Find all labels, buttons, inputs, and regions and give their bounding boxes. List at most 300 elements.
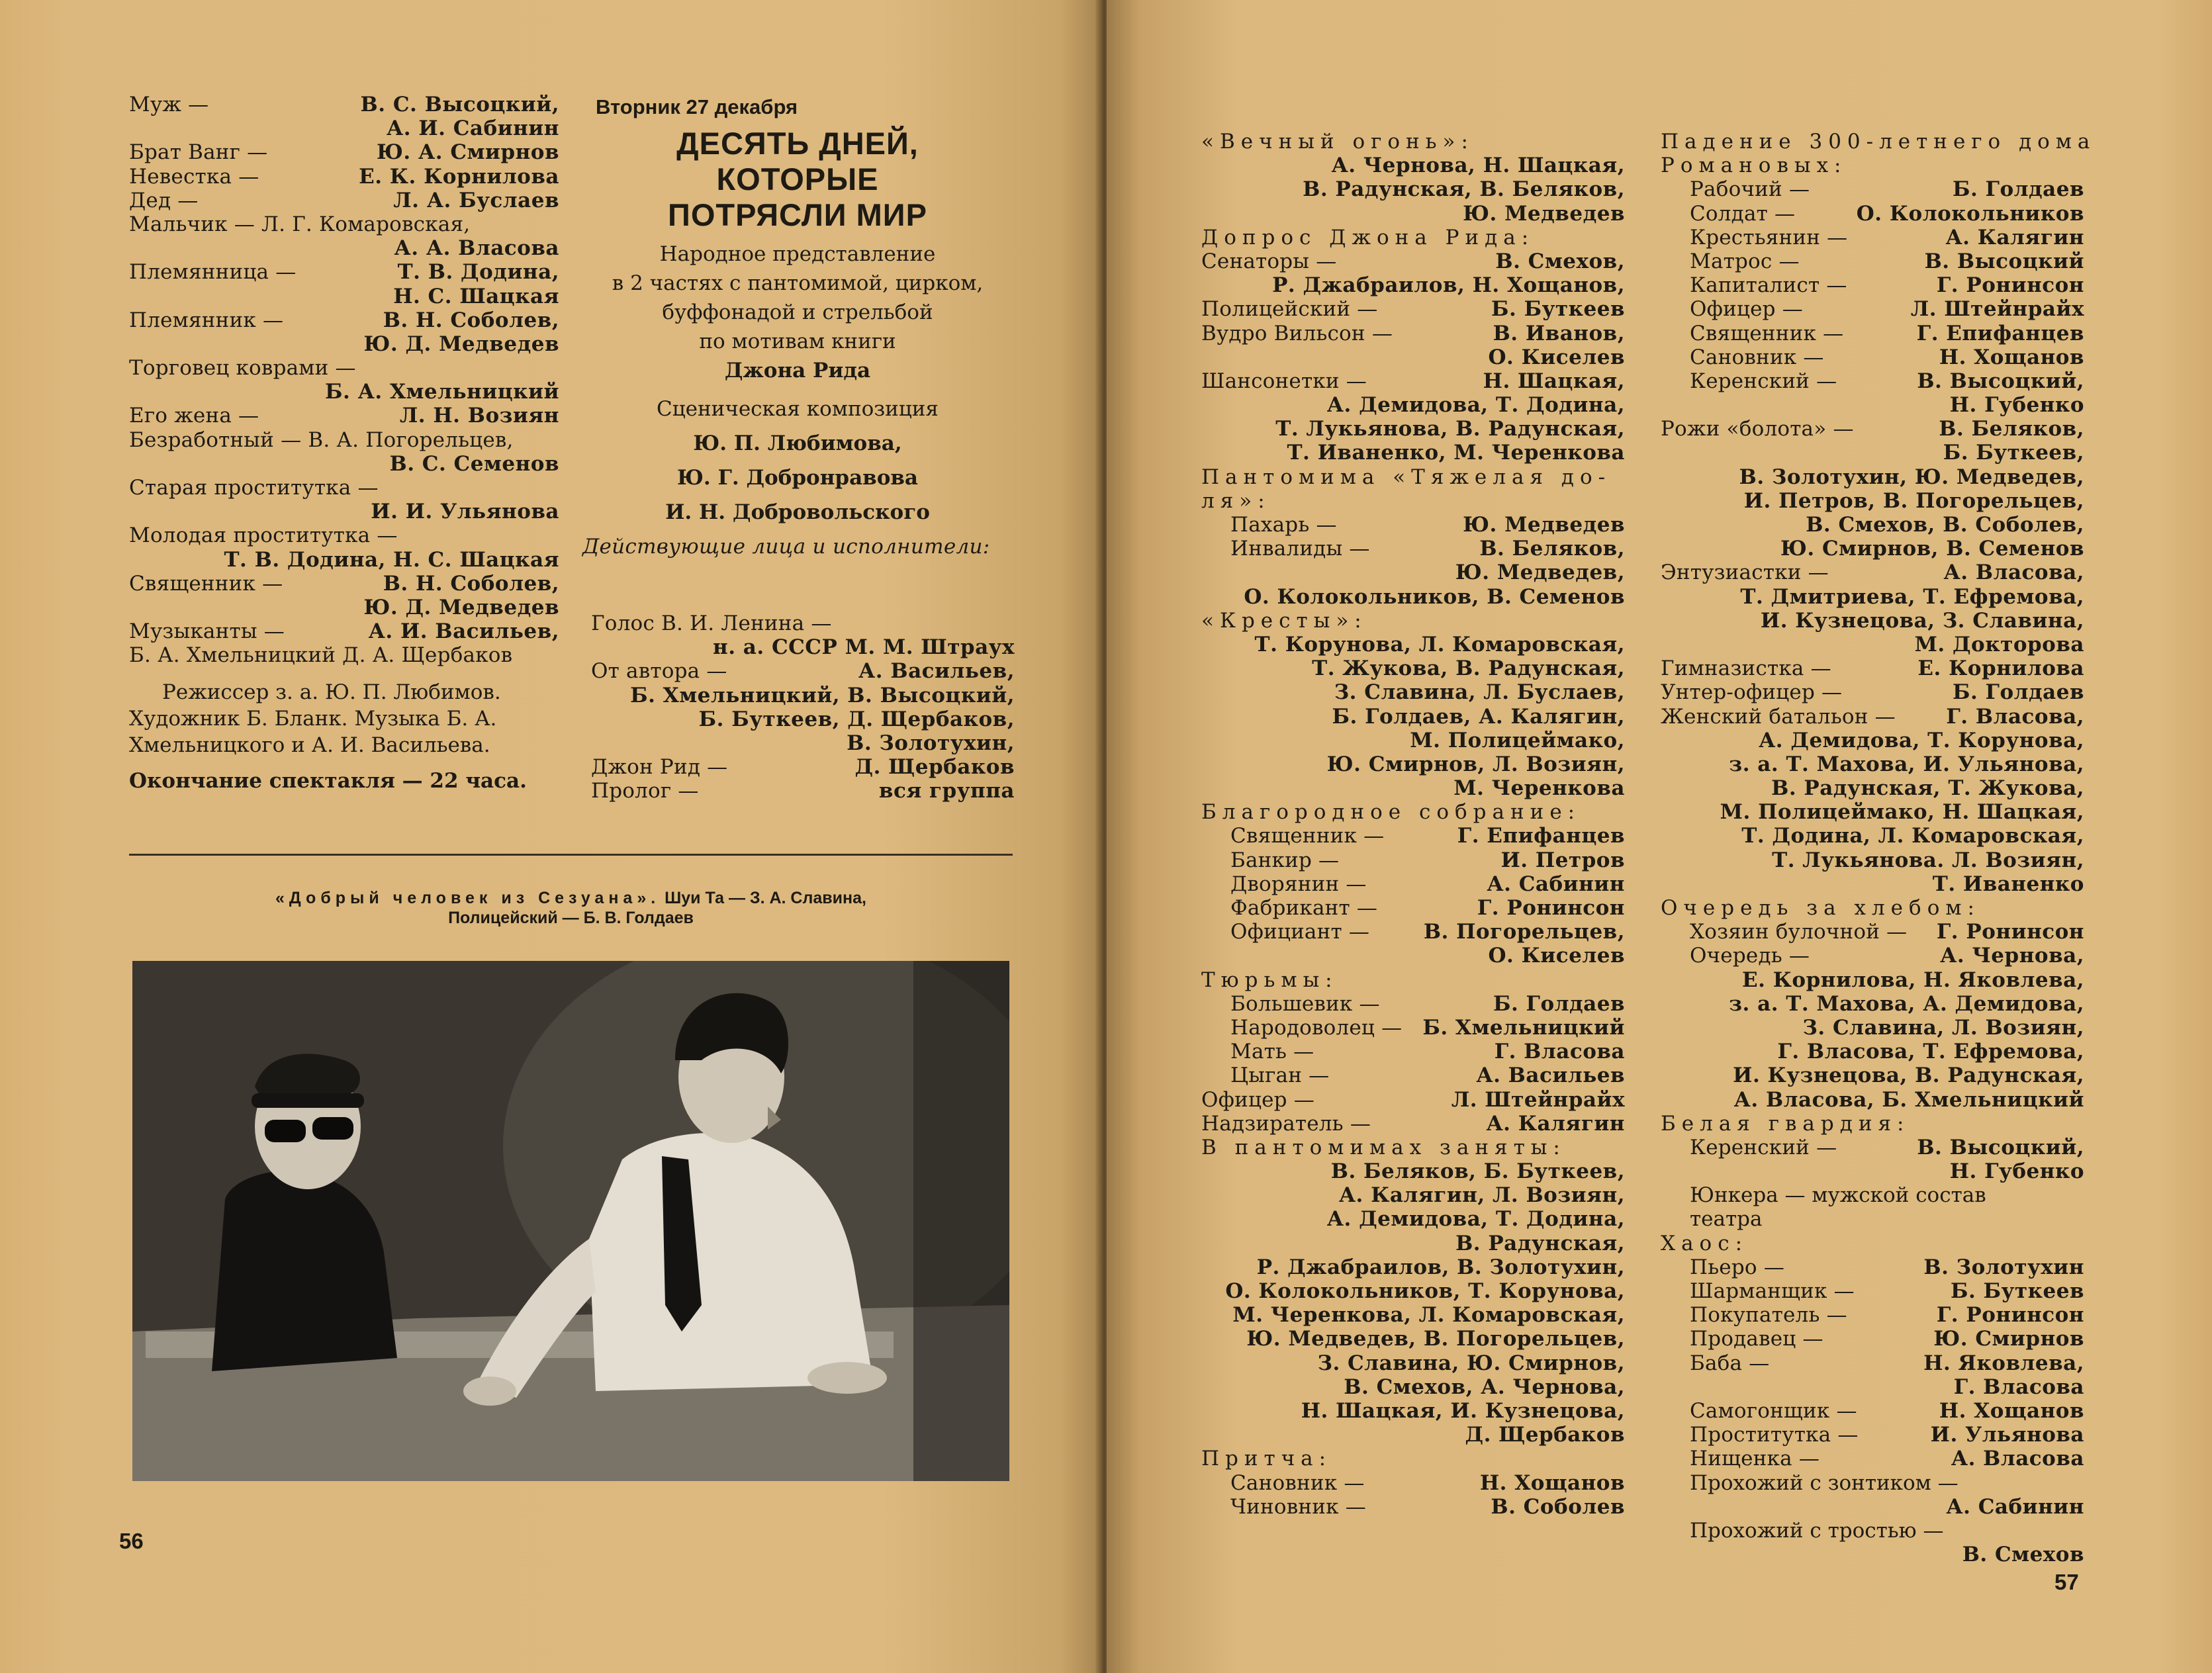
composition-author: Ю. П. Любимова, — [693, 431, 902, 455]
play-title-line-3: ПОТРЯСЛИ МИР — [668, 197, 927, 232]
actor-name: Ю. Смирнов, В. Семенов — [1780, 537, 2084, 561]
actor-name: А. Сабинин — [1946, 1494, 2084, 1519]
actor-name: Г. Ронинсон — [1936, 920, 2084, 944]
actor-name: И. Кузнецова, В. Радунская, — [1733, 1063, 2084, 1088]
role-name: Нищенка — — [1690, 1447, 1820, 1471]
role-name: Рожи «болота» — — [1661, 417, 1854, 441]
role-name: Крестьянин — — [1690, 225, 1848, 249]
role-name: Официант — — [1230, 920, 1370, 944]
actor-name: Н. Шацкая, И. Кузнецова, — [1301, 1398, 1625, 1423]
cast-row — [591, 779, 1015, 803]
actor-name: А. Васильев — [1476, 1063, 1625, 1088]
actor-name: Н. Губенко — [1949, 1159, 2084, 1184]
actor-name: Е. Корнилова — [1917, 656, 2084, 681]
actor-name: А. Демидова, Т. Корунова, — [1759, 728, 2084, 752]
role-name: Гимназистка — — [1661, 656, 1831, 681]
actor-name: Г. Ронинсон — [1936, 1303, 2084, 1328]
cast-row — [1661, 944, 2084, 968]
section-heading: Допрос Джона Рида: — [1201, 225, 1535, 249]
actor-name: М. Полицеймако, — [1410, 728, 1625, 752]
cast-row — [1661, 705, 2084, 729]
actor-name: З. Славина, Л. Буслаев, — [1334, 680, 1625, 705]
role-name: Дед — — [129, 188, 199, 212]
actor-name: з. а. Т. Махова, А. Демидова, — [1729, 991, 2084, 1016]
actor-name: А. Калягин — [1945, 225, 2084, 249]
cast-row — [1201, 537, 1625, 561]
subtitle-line: буффонадой и стрельбой — [662, 300, 933, 324]
cast-row — [129, 189, 559, 212]
stage-photo — [132, 961, 1009, 1481]
actor-name: Н. Шацкая, — [1483, 369, 1625, 393]
role-name: Продавец — — [1690, 1327, 1823, 1351]
role-name: Народоволец — — [1230, 1015, 1403, 1040]
actor-name: Г. Власова — [1494, 1040, 1625, 1064]
role-name: Племянница — — [129, 260, 297, 285]
actor-name: В. Высоцкий — [1924, 249, 2084, 273]
cast-row — [1661, 345, 2084, 369]
cast-row — [1661, 1279, 2084, 1303]
actor-name: А. Васильев, — [858, 659, 1015, 684]
cast-row — [129, 523, 559, 547]
actor-name: З. Славина, Л. Возиян, — [1802, 1015, 2084, 1040]
actor-name: Ю. Д. Медведев — [363, 332, 559, 356]
actor-name: И. Петров, В. Погорельцев, — [1743, 488, 2084, 513]
cast-row — [1201, 896, 1625, 920]
role-name: Пьеро — — [1690, 1255, 1785, 1279]
cast-row — [1661, 273, 2084, 297]
caption-role: Шуи Та — З. А. Славина, — [665, 889, 866, 907]
actor-name: М. Полицеймако, Н. Шацкая, — [1720, 800, 2084, 825]
cast-row — [129, 428, 559, 452]
section-heading: Благородное собрание: — [1201, 800, 1581, 825]
actor-name: Т. Лукьянова, В. Радунская, — [1275, 417, 1625, 441]
section-heading: «Вечный огонь»: — [1201, 130, 1474, 154]
actor-name: В. Иванов, — [1493, 321, 1625, 345]
role-name: Самогонщик — — [1690, 1398, 1857, 1423]
role-name: Цыган — — [1230, 1063, 1330, 1088]
composition-label: Сценическая композиция — [657, 397, 939, 421]
cast-row — [1201, 1112, 1625, 1136]
actor-name: А. Власова, — [1943, 561, 2084, 585]
cast-row — [1201, 1495, 1625, 1519]
cast-row — [1201, 824, 1625, 848]
composer-credit: Хмельницкого и А. И. Васильева. — [129, 733, 490, 757]
actor-name: В. Высоцкий, — [1917, 1135, 2084, 1159]
actor-name: Т. Лукьянова. Л. Возиян, — [1772, 848, 2084, 872]
actor-name: Б. Голдаев — [1952, 680, 2084, 705]
actor-name: М. Черенкова — [1453, 776, 1625, 801]
cast-row — [129, 93, 559, 116]
role-name: Матрос — — [1690, 249, 1800, 273]
actor-name: Б. Буткеев — [1951, 1279, 2084, 1303]
role-name: Покупатель — — [1690, 1303, 1847, 1328]
actor-name: Ю. Медведев — [1463, 201, 1625, 226]
actor-name: А. Демидова, Т. Додина, — [1326, 393, 1625, 418]
section-heading: ля»: — [1201, 488, 1271, 513]
actor-name: В. С. Высоцкий, — [360, 93, 559, 116]
actor-name: И. Кузнецова, З. Славина, — [1760, 608, 2084, 633]
actor-name: Л. А. Буслаев — [393, 188, 559, 212]
actor-name: Ю. Д. Медведев — [363, 595, 559, 619]
actor-name: М. Черенкова, Л. Комаровская, — [1232, 1303, 1625, 1328]
role-name: Пахарь — — [1230, 513, 1337, 537]
role-name: Очередь — — [1690, 944, 1810, 968]
actor-name: В. Высоцкий, — [1917, 369, 2084, 393]
role-name: Старая проститутка — — [129, 476, 379, 500]
actor-name: Л. Штейнрайх — [1910, 297, 2084, 322]
actor-name: з. а. Т. Махова, И. Ульянова, — [1729, 752, 2084, 776]
play-title-line-2: КОТОРЫЕ — [716, 161, 879, 197]
cast-row — [1661, 369, 2084, 393]
actor-name: Л. Штейнрайх — [1451, 1087, 1625, 1112]
caption-play: «Добрый человек из Сезуана». — [275, 889, 661, 907]
role-name: Сенаторы — — [1201, 249, 1337, 273]
section-heading: Тюрьмы: — [1201, 968, 1338, 992]
composition-author: И. Н. Добровольского — [665, 500, 930, 524]
cast-row — [1201, 513, 1625, 537]
actor-name: О. Киселев — [1488, 944, 1625, 968]
subtitle-line: в 2 частях с пантомимой, цирком, — [612, 271, 984, 295]
actor-name: А. И. Сабинин — [386, 116, 559, 141]
actor-name: В. Смехов — [1962, 1543, 2084, 1567]
role-name: Большевик — — [1230, 991, 1380, 1016]
role-name: Дворянин — — [1230, 872, 1367, 896]
role-name: Сановник — — [1690, 345, 1824, 369]
cast-row — [1661, 920, 2084, 944]
role-name: Баба — — [1690, 1351, 1770, 1375]
actor-name: Б. Хмельницкий, В. Высоцкий, — [630, 683, 1015, 707]
cast-row — [1661, 1399, 2084, 1423]
actor-name: Ю. Смирнов, Л. Возиян, — [1326, 752, 1625, 776]
cast-column-2 — [1661, 130, 2096, 1567]
cast-row — [1661, 322, 2084, 345]
section-heading: Очередь за хлебом: — [1661, 896, 1980, 920]
actor-name: А. Сабинин — [1487, 872, 1625, 896]
cast-row — [129, 619, 559, 643]
role-name: Банкир — — [1230, 848, 1340, 872]
cast-header: Действующие лица и исполнители: — [582, 535, 990, 559]
actor-name: Б. Буткеев, — [1943, 441, 2084, 465]
cast-row — [129, 212, 559, 236]
photo-caption — [129, 888, 1013, 928]
cast-row — [591, 755, 1015, 779]
cast-row — [129, 260, 559, 284]
role-name: Брат Ванг — — [129, 140, 268, 165]
role-name: От автора — — [591, 659, 727, 684]
right-page — [1107, 0, 2212, 1673]
cast-row — [1201, 1088, 1625, 1112]
cast-row — [129, 380, 559, 404]
ending-time: Окончание спектакля — 22 часа. — [129, 769, 527, 793]
cast-row — [1201, 872, 1625, 896]
cast-row — [1201, 1471, 1625, 1495]
actor-name: н. а. СССР М. М. Штраух — [713, 635, 1015, 660]
actor-name: Л. Н. Возиян — [399, 404, 559, 428]
cast-row — [1661, 680, 2084, 704]
actor-name: В. Беляков, — [1939, 417, 2084, 441]
cast-note: Прохожий с зонтиком — — [1690, 1470, 1959, 1495]
actor-name: Т. Иваненко — [1932, 872, 2084, 896]
cast-row — [1661, 1255, 2084, 1279]
actor-name: Г. Власова, Т. Ефремова, — [1777, 1040, 2084, 1064]
role-name: Священник — — [1690, 321, 1844, 345]
cast-row — [1201, 1063, 1625, 1087]
role-name: Хозяин булочной — — [1690, 920, 1908, 944]
role-name: Керенский — — [1690, 1135, 1837, 1159]
cast-row — [1661, 1136, 2084, 1159]
actor-name: А. А. Власова — [394, 236, 559, 261]
actor-name: З. Славина, Ю. Смирнов, — [1317, 1351, 1625, 1375]
section-heading: Белая гвардия: — [1661, 1111, 1910, 1136]
role-name: Керенский — — [1690, 369, 1837, 393]
page-number: 57 — [2054, 1570, 2079, 1594]
section-heading: «Кресты»: — [1201, 608, 1367, 633]
actor-name: Т. Дмитриева, Т. Ефремова, — [1740, 584, 2084, 609]
actor-name: А. Калягин — [1486, 1111, 1625, 1136]
actor-name: Б. Голдаев — [1493, 991, 1625, 1016]
actor-name: О. Колокольников, В. Семенов — [1244, 584, 1625, 609]
actor-name: В. Радунская, — [1455, 1231, 1625, 1255]
actor-name: А. Демидова, Т. Додина, — [1326, 1207, 1625, 1232]
page-number: 56 — [119, 1529, 144, 1553]
cast-row — [591, 611, 1015, 635]
credits — [129, 680, 559, 795]
playbill-header — [582, 95, 1013, 573]
role-name: Сановник — — [1230, 1470, 1365, 1495]
cast-row — [129, 476, 559, 500]
cast-row — [1201, 369, 1625, 393]
cast-note: театра — [1690, 1207, 1763, 1232]
actor-name: Ю. А. Смирнов — [377, 140, 559, 165]
actor-name: О. Колокольников, Т. Корунова, — [1225, 1279, 1625, 1303]
cast-row — [129, 285, 559, 308]
role-name: Муж — — [129, 93, 209, 116]
actor-name: А. Калягин, Л. Возиян, — [1338, 1183, 1625, 1208]
role-name: Молодая проститутка — — [129, 523, 398, 548]
cast-row — [1201, 1016, 1625, 1040]
subtitle-line: Народное представление — [659, 242, 936, 266]
cast-row — [1661, 226, 2084, 249]
cast-row — [129, 140, 559, 164]
actor-name: Г. Ронинсон — [1936, 273, 2084, 298]
actor-name: Н. Хощанов — [1939, 1398, 2084, 1423]
actor-name: Г. Епифанцев — [1916, 321, 2084, 345]
actor-name: В. Беляков, — [1479, 537, 1625, 561]
actor-name: А. И. Васильев, — [368, 619, 559, 644]
cast-row — [1201, 1040, 1625, 1063]
role-name: Племянник — — [129, 308, 284, 332]
section-heading: Романовых: — [1661, 154, 1847, 178]
actor-name: Р. Джабраилов, В. Золотухин, — [1256, 1255, 1625, 1279]
role-name: Его жена — — [129, 404, 259, 428]
role-name: Солдат — — [1690, 201, 1796, 226]
section-heading: В пантомимах заняты: — [1201, 1135, 1566, 1159]
actor-name: Б. Голдаев, А. Калягин, — [1332, 704, 1625, 729]
actor-name: В. Н. Соболев, — [383, 571, 559, 596]
cast-row — [129, 404, 559, 428]
actor-name: А. Чернова, — [1940, 944, 2084, 968]
performance-date: Вторник 27 декабря — [596, 95, 798, 118]
actor-name: Ю. Медведев — [1463, 513, 1625, 537]
cast-row — [1201, 848, 1625, 872]
actor-name: И. Ульянова — [1930, 1423, 2084, 1447]
cast-row — [1661, 1327, 2084, 1351]
actor-name: А. Власова, Б. Хмельницкий — [1733, 1087, 2084, 1112]
cast-row — [1201, 992, 1625, 1016]
cast-row — [1661, 297, 2084, 321]
actor-name: В. С. Семенов — [389, 451, 559, 476]
cast-row — [591, 635, 1015, 659]
role-name: Вудро Вильсон — — [1201, 321, 1393, 345]
actor-name: Б. А. Хмельницкий — [325, 380, 559, 404]
role-name: Мальчик — Л. Г. Комаровская, — [129, 212, 471, 236]
actor-name: Р. Джабраилов, Н. Хощанов, — [1272, 273, 1625, 298]
role-name: Мать — — [1230, 1040, 1314, 1064]
actor-name: Е. К. Корнилова — [359, 164, 559, 189]
actor-name: Н. С. Шацкая — [393, 284, 559, 308]
actor-name: В. Золотухин, — [847, 731, 1015, 755]
cast-row — [129, 165, 559, 189]
actor-name: Б. Буткеев — [1491, 297, 1625, 322]
role-name: Джон Рид — — [591, 755, 728, 780]
actor-name: Д. Щербаков — [854, 755, 1015, 780]
cast-row — [1201, 322, 1625, 345]
cast-row — [129, 308, 559, 332]
cast-row — [1201, 297, 1625, 321]
book-author: Джона Рида — [724, 359, 871, 383]
cast-row — [1661, 1351, 2084, 1375]
actor-name: В. Погорельцев, — [1423, 920, 1625, 944]
cast-row — [129, 356, 559, 380]
actor-name: А. Власова — [1951, 1447, 2084, 1471]
actor-name: Г. Ронинсон — [1477, 896, 1625, 920]
actor-name: М. Докторова — [1914, 632, 2084, 656]
actor-name: В. Н. Соболев, — [383, 308, 559, 332]
actor-name: Б. Голдаев — [1952, 177, 2084, 202]
actor-name: Т. В. Додина, — [397, 260, 559, 285]
cast-row — [129, 643, 559, 667]
cast-row — [129, 116, 559, 140]
role-name: Торговец коврами — — [129, 356, 356, 381]
actor-name: Т. Корунова, Л. Комаровская, — [1254, 632, 1625, 656]
actor-name: В. Смехов, А. Чернова, — [1344, 1375, 1625, 1399]
artist-credit: Художник Б. Бланк. Музыка Б. А. — [129, 707, 497, 731]
cast-row — [129, 332, 559, 356]
role-name: Невестка — — [129, 164, 259, 189]
actor-name: В. Смехов, — [1495, 249, 1625, 273]
divider-line — [129, 854, 1013, 856]
role-name: Музыканты — — [129, 619, 285, 644]
composition-author: Ю. Г. Добронравова — [676, 466, 919, 490]
actor-name: Н. Губенко — [1949, 393, 2084, 418]
cast-column-1 — [1201, 130, 1625, 1519]
cast-row — [1661, 1303, 2084, 1327]
actor-name: И. И. Ульянова — [371, 500, 559, 524]
left-page — [0, 0, 1104, 1673]
cast-row — [129, 236, 559, 260]
role-name: Офицер — — [1690, 297, 1803, 322]
actor-name: В. Радунская, В. Беляков, — [1303, 177, 1625, 202]
role-name: Голос В. И. Ленина — — [591, 611, 832, 635]
cast-list-ten-days — [591, 611, 1015, 803]
actor-name: Т. Додина, Л. Комаровская, — [1741, 824, 2084, 848]
actor-name: Н. Хощанов — [1939, 345, 2084, 369]
role-name: Энтузиастки — — [1661, 561, 1829, 585]
role-name: Пролог — — [591, 779, 699, 803]
role-name: Унтер-офицер — — [1661, 680, 1843, 705]
actor-name: В. Беляков, Б. Буткеев, — [1330, 1159, 1625, 1184]
actor-name: В. Соболев — [1491, 1494, 1625, 1519]
actor-name: Д. Щербаков — [1465, 1423, 1625, 1447]
role-name: Шарманщик — — [1690, 1279, 1855, 1303]
actor-name: Т. Иваненко, М. Черенкова — [1287, 441, 1625, 465]
actor-name: Т. Жукова, В. Радунская, — [1312, 656, 1625, 681]
actor-name: Ю. Смирнов — [1933, 1327, 2084, 1351]
role-name: Офицер — — [1201, 1087, 1314, 1112]
cast-row — [129, 596, 559, 619]
actor-name: Н. Яковлева, — [1923, 1351, 2084, 1375]
role-name: Капиталист — — [1690, 273, 1847, 298]
role-name: Женский батальон — — [1661, 704, 1896, 729]
cast-row — [1661, 177, 2084, 201]
section-heading: Пантомима «Тяжелая до- — [1201, 465, 1612, 489]
actor-name: О. Колокольников — [1856, 201, 2084, 226]
actor-name: В. Золотухин — [1923, 1255, 2084, 1279]
role-name: Инвалиды — — [1230, 537, 1370, 561]
subtitle-line: по мотивам книги — [699, 330, 896, 353]
cast-note: Юнкера — мужской состав — [1690, 1183, 1986, 1208]
actor-name: Ю. Медведев, В. Погорельцев, — [1246, 1327, 1625, 1351]
cast-note: Прохожий с тростью — — [1690, 1518, 1944, 1543]
section-heading: Хаос: — [1661, 1231, 1749, 1255]
cast-row — [129, 548, 559, 572]
role-name: Фабрикант — — [1230, 896, 1378, 920]
cast-row — [1661, 561, 2084, 584]
cast-row — [129, 500, 559, 523]
role-name: Священник — — [129, 571, 283, 596]
role-name: Рабочий — — [1690, 177, 1810, 202]
cast-row — [1661, 656, 2084, 680]
director-credit: Режиссер з. а. Ю. П. Любимов. — [162, 680, 501, 704]
cast-row — [591, 659, 1015, 683]
section-heading: Притча: — [1201, 1447, 1332, 1471]
actor-name: Г. Епифанцев — [1457, 824, 1625, 848]
cast-row — [591, 731, 1015, 755]
cast-row — [129, 452, 559, 476]
actor-name: В. Золотухин, Ю. Медведев, — [1739, 465, 2084, 489]
cast-row — [1661, 1447, 2084, 1470]
actor-name: И. Петров — [1500, 848, 1625, 872]
actor-name: Е. Корнилова, Н. Яковлева, — [1741, 968, 2084, 992]
caption-role: Полицейский — Б. В. Голдаев — [448, 909, 694, 927]
section-heading: Падение 300-летнего дома — [1661, 130, 2096, 154]
role-name: Полицейский — — [1201, 297, 1378, 322]
role-name: Проститутка — — [1690, 1423, 1859, 1447]
role-name: Безработный — В. А. Погорельцев, — [129, 428, 514, 452]
cast-row — [1661, 202, 2084, 226]
play-title-line-1: ДЕСЯТЬ ДНЕЙ, — [676, 126, 919, 161]
cast-row — [1661, 249, 2084, 273]
actor-name: вся группа — [878, 779, 1015, 803]
actor-name: В. Смехов, В. Соболев, — [1806, 513, 2084, 537]
cast-row — [591, 707, 1015, 731]
cast-list — [129, 93, 559, 668]
role-name: Б. А. Хмельницкий Д. А. Щербаков — [129, 643, 513, 668]
actor-name: Б. Хмельницкий — [1422, 1015, 1625, 1040]
cast-row — [591, 684, 1015, 707]
role-name: Священник — — [1230, 824, 1385, 848]
role-name: Чиновник — — [1230, 1494, 1366, 1519]
